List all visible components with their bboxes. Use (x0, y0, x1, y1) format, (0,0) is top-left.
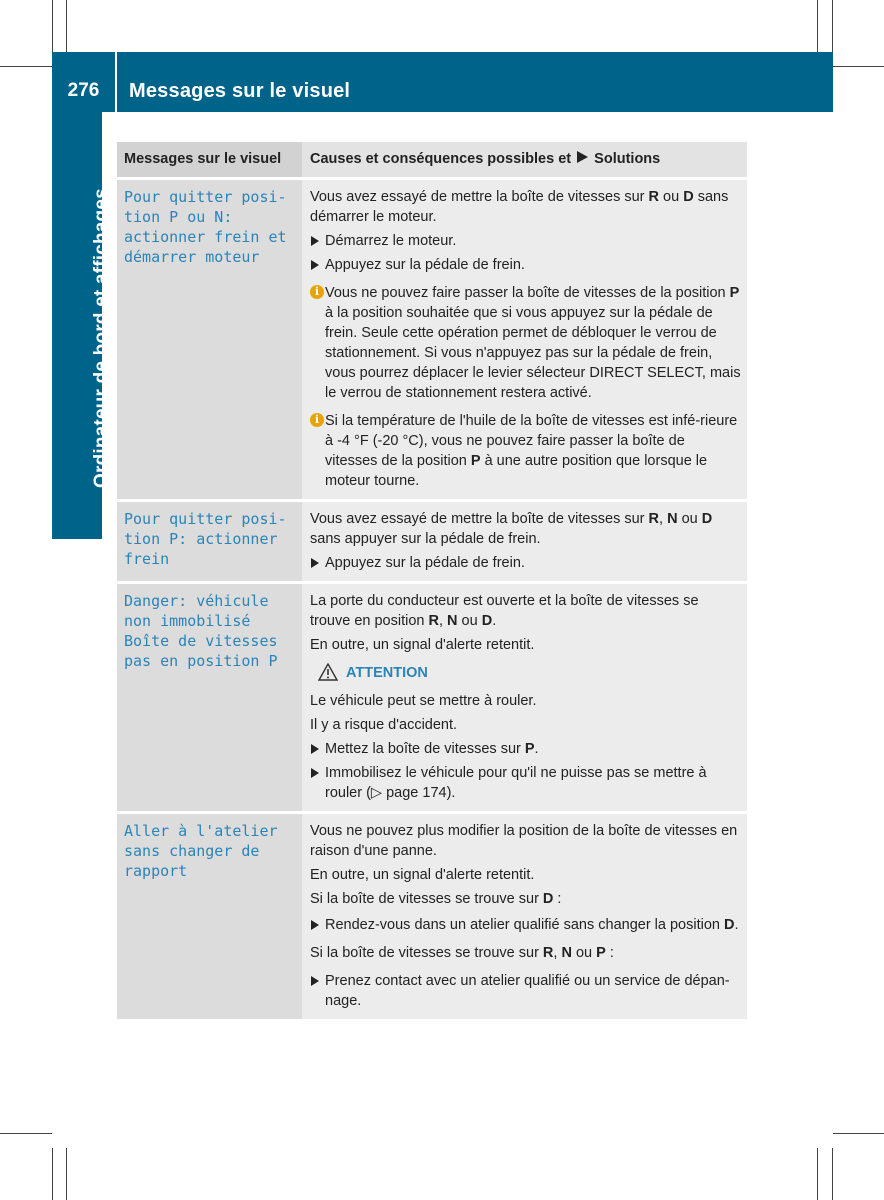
cause-paragraph: Vous ne pouvez plus modifier la position de la boîte de vitesses en raison d'une panne. (310, 823, 738, 859)
cause-paragraph: En outre, un signal d'alerte retentit. (310, 637, 535, 653)
instruction-item (310, 763, 741, 803)
cause-paragraph: Vous avez essayé de mettre la boîte de vitesses sur R ou D sans démarrer le moteur. (310, 189, 729, 225)
crop-mark (0, 66, 52, 67)
crop-mark (833, 66, 884, 67)
cause-cell (302, 179, 747, 501)
bullet-arrow-icon (311, 744, 319, 754)
display-message: Pour quitter posi- tion P ou N: actionner frein et démarrer moteur (124, 188, 287, 266)
bullet-arrow-icon (311, 236, 319, 246)
messages-table (117, 142, 747, 1019)
page-number: 276 (67, 80, 100, 101)
cause-paragraph: Il y a risque d'accident. (310, 717, 458, 733)
crop-mark (52, 1148, 53, 1200)
crop-mark (817, 0, 818, 52)
crop-mark (66, 1148, 67, 1200)
crop-mark (817, 1148, 818, 1200)
table-header-row (117, 142, 747, 179)
message-cell (117, 179, 302, 501)
message-cell (117, 583, 302, 813)
display-message: Aller à l'atelier sans changer de rapport (124, 822, 278, 880)
cause-paragraph: Le véhicule peut se mettre à rouler. (310, 693, 537, 709)
crop-mark (832, 1148, 833, 1200)
cause-paragraph: Vous avez essayé de mettre la boîte de vitesses sur R, N ou D sans appuyer sur la pédale de frein. (310, 511, 713, 547)
side-tab-label: Ordinateur de bord et affichages (91, 188, 112, 488)
header-divider (115, 52, 117, 112)
info-icon: i (310, 285, 324, 299)
display-message: Danger: véhicule non immobilisé Boîte de vitesses pas en position P (124, 592, 278, 670)
bullet-arrow-icon (311, 260, 319, 270)
warning-heading: ATTENTION (316, 663, 741, 683)
instruction-item: Prenez contact avec un atelier qualifié ou un service de dépan-nage. (310, 971, 741, 1011)
instruction-item: Appuyez sur la pédale de frein. (310, 255, 741, 275)
header-arrow-icon (577, 151, 588, 163)
warning-triangle-icon (318, 663, 338, 681)
cause-paragraph: Si la boîte de vitesses se trouve sur R, N ou P : (310, 945, 614, 961)
cause-cell (302, 501, 747, 583)
message-cell (117, 501, 302, 583)
column-header-messages: Messages sur le visuel (117, 142, 302, 179)
instruction-item: Rendez-vous dans un atelier qualifié sans changer la position D. (310, 915, 741, 935)
table-row (117, 501, 747, 583)
crop-mark (832, 0, 833, 52)
bullet-arrow-icon (311, 558, 319, 568)
cause-cell (302, 583, 747, 813)
crop-mark (833, 1133, 884, 1134)
crop-mark (52, 0, 53, 52)
table-row (117, 583, 747, 813)
bullet-arrow-icon (311, 768, 319, 778)
table-row (117, 179, 747, 501)
crop-mark (66, 0, 67, 52)
bullet-arrow-icon (311, 976, 319, 986)
cause-cell (302, 813, 747, 1020)
instruction-item: Appuyez sur la pédale de frein. (310, 553, 741, 573)
info-note: i Vous ne pouvez faire passer la boîte de vitesses de la position P à la position souhaitée que si vous appuyez sur la pédale de frein. Seule cette opération permet de débloquer le verrou de stationnement. Si vous n'appuyez pas sur la pédale de frein, vous pourrez déplacer le levier sélecteur DIRECT SELECT, mais le verrou de stationnement restera activé. (310, 283, 741, 403)
column-header-causes: Causes et conséquences possibles et Solutions (302, 142, 747, 179)
display-message: Pour quitter posi- tion P: actionner frein (124, 510, 287, 568)
bullet-arrow-icon (311, 920, 319, 930)
info-note: i Si la température de l'huile de la boîte de vitesses est infé-rieure à -4 °F (-20 °C), vous ne pouvez faire passer la boîte de vitesses de la position P à une autre position que lorsque le moteur tourne. (310, 411, 741, 491)
table-row (117, 813, 747, 1020)
crop-mark (0, 1133, 52, 1134)
info-icon: i (310, 413, 324, 427)
cause-paragraph: Si la boîte de vitesses se trouve sur D : (310, 891, 562, 907)
cause-paragraph: La porte du conducteur est ouverte et la boîte de vitesses se trouve en position R, N ou D. (310, 593, 699, 629)
cause-paragraph: En outre, un signal d'alerte retentit. (310, 867, 535, 883)
instruction-item: Mettez la boîte de vitesses sur P. (310, 739, 741, 759)
page-title: Messages sur le visuel (129, 80, 351, 102)
message-cell (117, 813, 302, 1020)
page-reference[interactable]: Immobilisez le véhicule pour qu'il ne puisse pas se mettre à rouler (▷ page 174). (325, 765, 707, 801)
instruction-item: Démarrez le moteur. (310, 231, 741, 251)
